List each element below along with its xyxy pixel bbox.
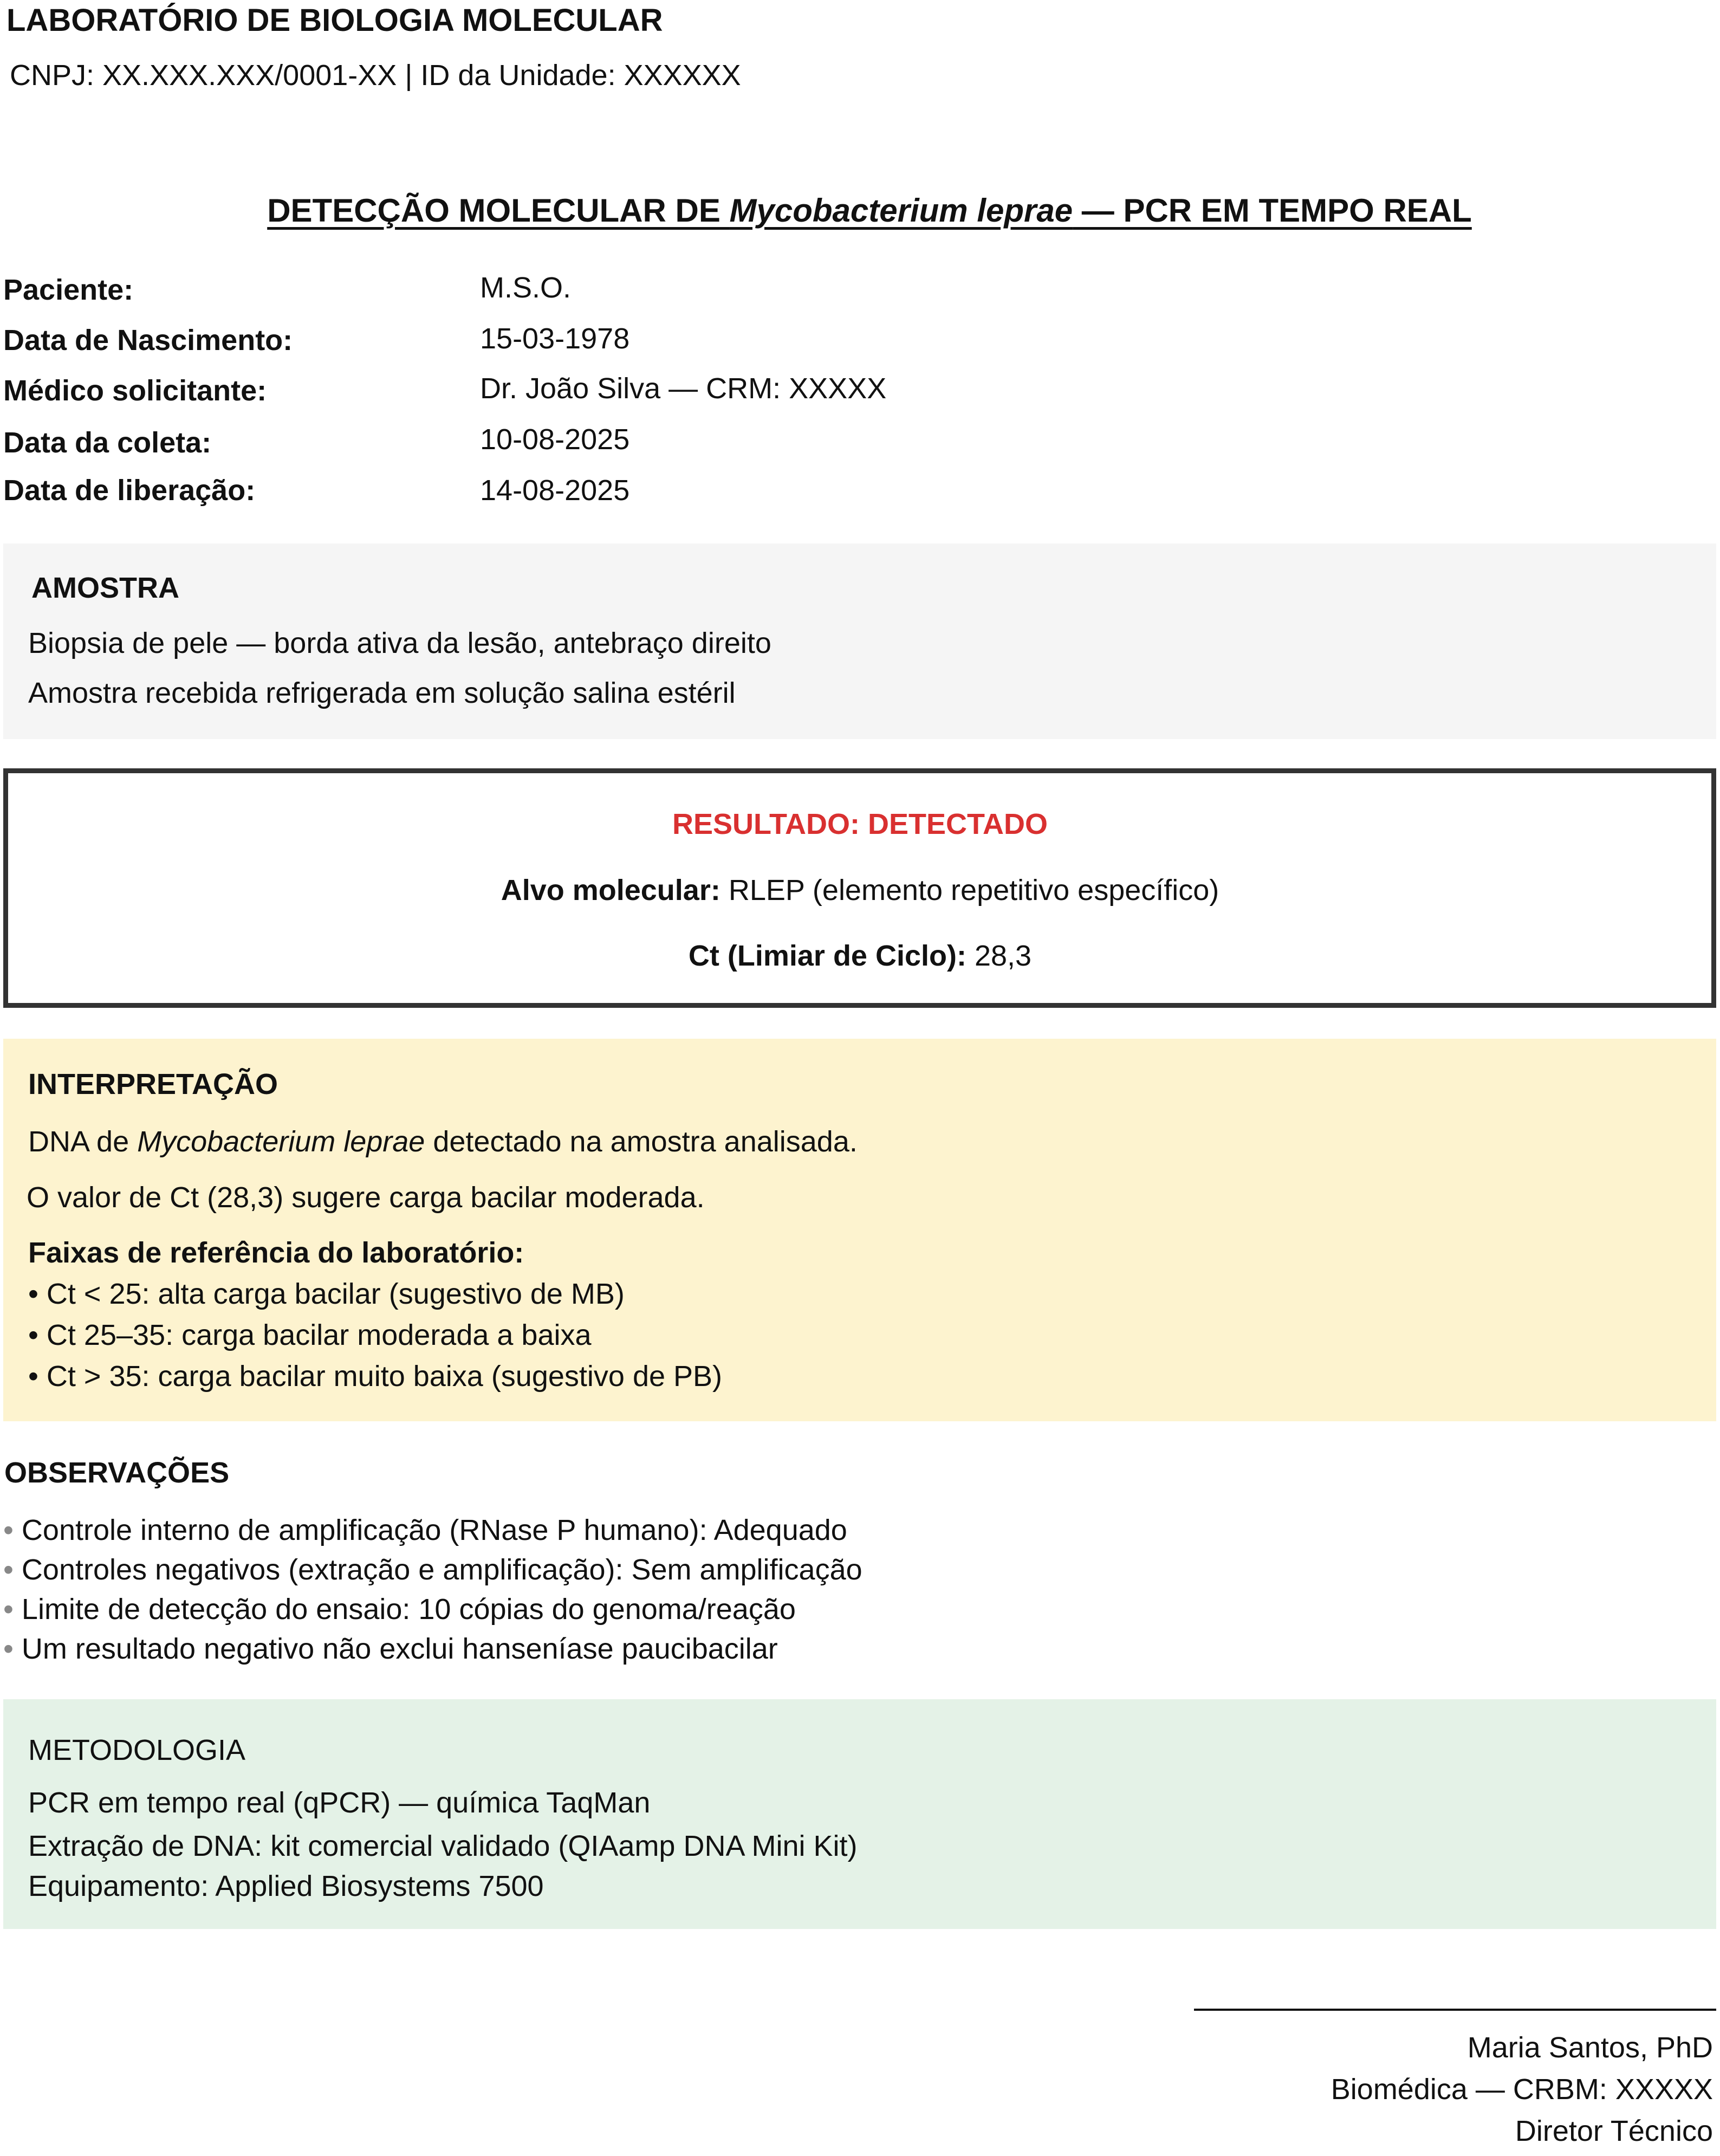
ct-value: 28,3 [966, 940, 1032, 972]
observation-item [3, 1513, 847, 1547]
dob-label: Data de Nascimento: [3, 324, 293, 357]
collection-date-value: 10-08-2025 [480, 423, 630, 456]
release-date-value: 14-08-2025 [480, 474, 630, 507]
observations-heading: OBSERVAÇÕES [4, 1456, 230, 1489]
signatory-name: Maria Santos, PhD [1467, 2031, 1713, 2064]
report-title [0, 192, 1720, 229]
methodology-line: Extração de DNA: kit comercial validado (QIAamp DNA Mini Kit) [28, 1830, 858, 1862]
molecular-target [0, 873, 1720, 907]
interpretation-line-2: O valor de Ct (28,3) sugere carga bacilar moderada. [27, 1181, 705, 1214]
reference-range-item: • Ct < 25: alta carga bacilar (sugestivo de MB) [28, 1278, 625, 1310]
observation-text: Controles negativos (extração e amplificação): Sem amplificação [21, 1553, 862, 1586]
observation-text: Limite de detecção do ensaio: 10 cópias do genoma/reação [21, 1593, 796, 1626]
patient-name-value: M.S.O. [480, 271, 572, 304]
bullet-icon: • [3, 1633, 14, 1665]
bullet-icon: • [3, 1514, 14, 1546]
result-status: RESULTADO: DETECTADO [672, 808, 1048, 840]
doctor-value: Dr. João Silva — CRM: XXXXX [480, 372, 887, 405]
sample-heading: AMOSTRA [31, 572, 179, 604]
methodology-line: Equipamento: Applied Biosystems 7500 [28, 1870, 544, 1902]
methodology-line: PCR em tempo real (qPCR) — química TaqMan [28, 1786, 651, 1819]
sample-line-1: Biopsia de pele — borda ativa da lesão, antebraço direito [28, 627, 771, 659]
title-suffix: — PCR EM TEMPO REAL [1073, 192, 1472, 229]
interpretation-line-1-prefix: DNA de [28, 1125, 138, 1158]
signatory-role: Biomédica — CRBM: XXXXX [1330, 2073, 1713, 2106]
title-prefix: DETECÇÃO MOLECULAR DE [267, 192, 730, 229]
doctor-label: Médico solicitante: [3, 374, 267, 407]
lab-identification: CNPJ: XX.XXX.XXX/0001-XX | ID da Unidade: XXXXXX [10, 59, 741, 92]
observation-text: Controle interno de amplificação (RNase P humano): Adequado [21, 1514, 847, 1546]
observation-item [3, 1592, 796, 1626]
collection-date-label: Data da coleta: [3, 426, 212, 459]
methodology-heading: METODOLOGIA [28, 1734, 246, 1766]
molecular-target-label: Alvo molecular: [501, 874, 721, 907]
ct-label: Ct (Limiar de Ciclo): [688, 940, 966, 972]
ct-value-line [0, 939, 1720, 973]
molecular-target-value: RLEP (elemento repetitivo específico) [720, 874, 1219, 907]
observation-item [3, 1553, 862, 1587]
interpretation-line-1 [28, 1125, 858, 1158]
bullet-icon: • [3, 1593, 14, 1626]
signatory-position: Diretor Técnico [1515, 2115, 1713, 2147]
observation-item [3, 1632, 778, 1666]
reference-range-item: • Ct 25–35: carga bacilar moderada a baixa [28, 1319, 592, 1351]
reference-range-item: • Ct > 35: carga bacilar muito baixa (sugestivo de PB) [28, 1360, 723, 1393]
signature-line [1194, 2009, 1716, 2011]
title-organism: Mycobacterium leprae [729, 192, 1073, 229]
patient-name-label: Paciente: [3, 274, 134, 306]
sample-line-2: Amostra recebida refrigerada em solução salina estéril [28, 677, 736, 709]
release-date-label: Data de liberação: [3, 474, 256, 507]
interpretation-heading: INTERPRETAÇÃO [28, 1068, 278, 1100]
lab-name: LABORATÓRIO DE BIOLOGIA MOLECULAR [7, 3, 663, 38]
reference-ranges-heading: Faixas de referência do laboratório: [28, 1236, 524, 1269]
interpretation-line-1-suffix: detectado na amostra analisada. [425, 1125, 858, 1158]
dob-value: 15-03-1978 [480, 322, 630, 355]
bullet-icon: • [3, 1553, 14, 1586]
interpretation-organism: Mycobacterium leprae [137, 1125, 425, 1158]
observation-text: Um resultado negativo não exclui hanseníase paucibacilar [21, 1633, 778, 1665]
